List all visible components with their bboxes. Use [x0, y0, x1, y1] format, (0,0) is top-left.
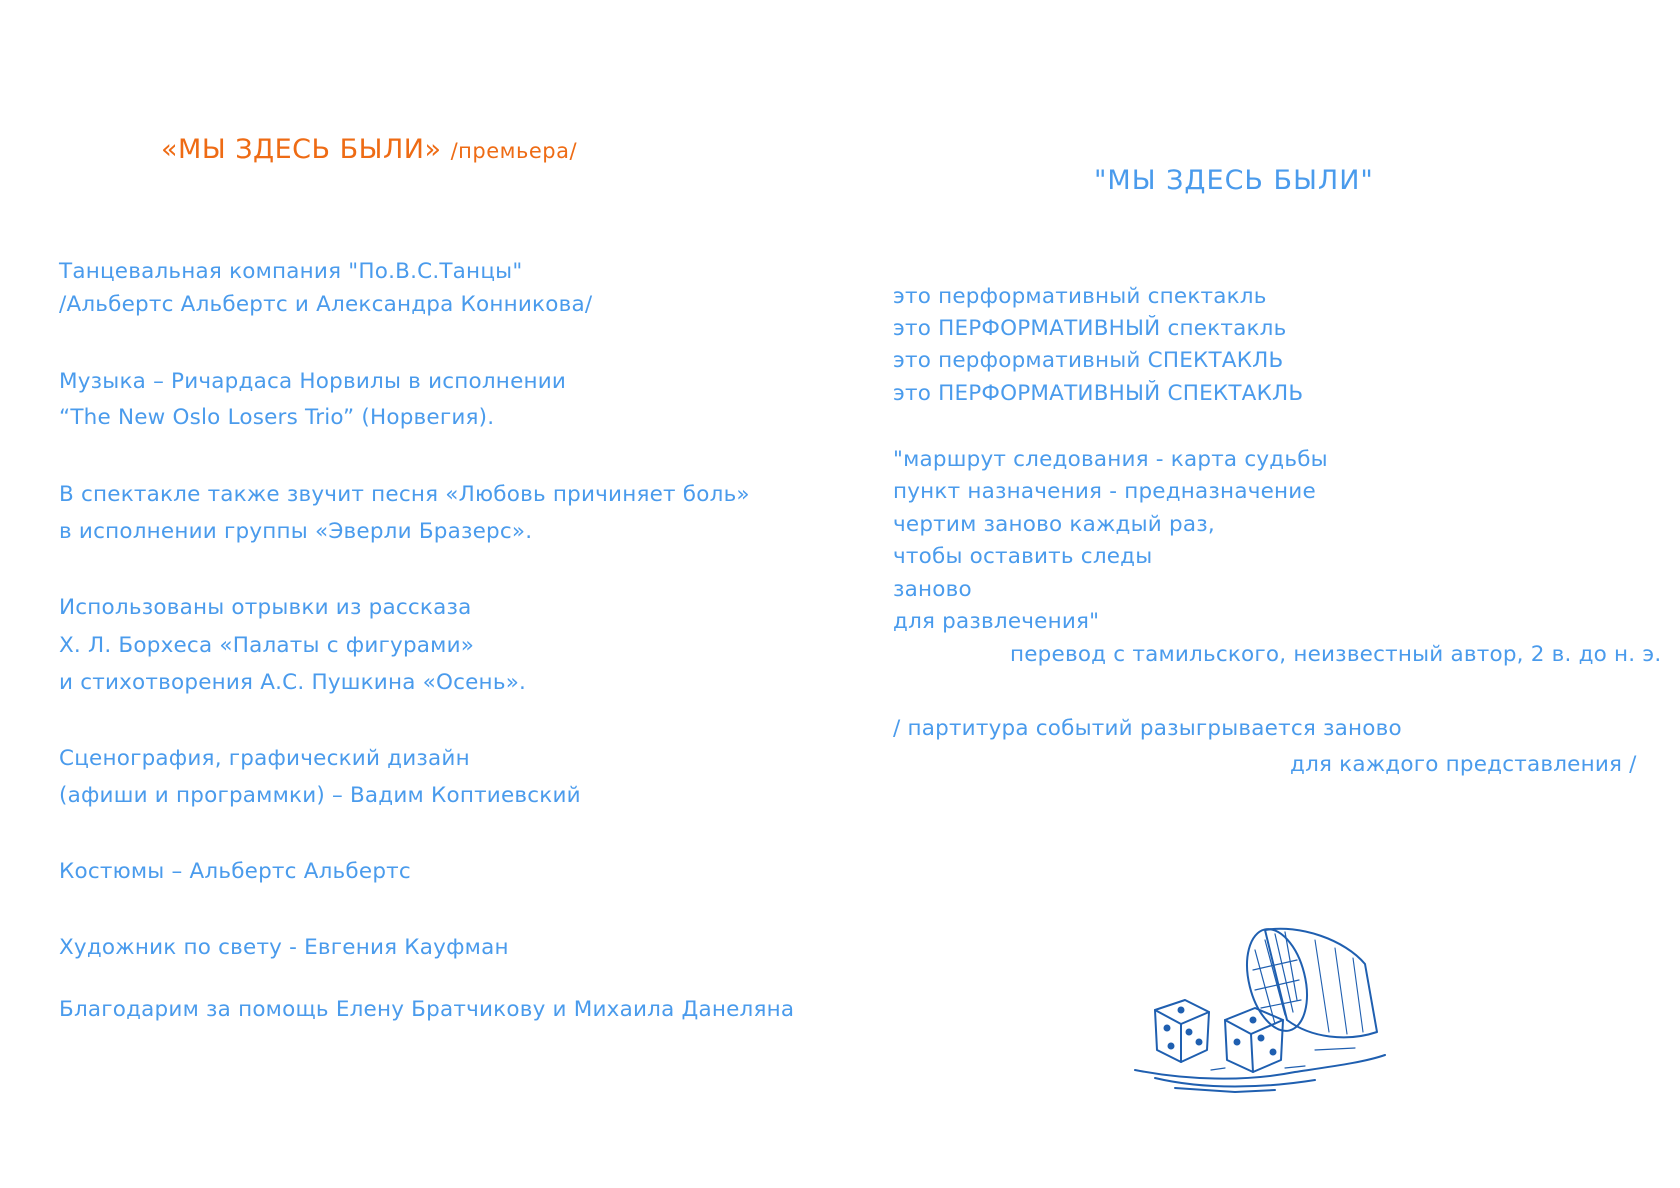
- poem-line: чертим заново каждый раз,: [893, 512, 1215, 537]
- poem-line: "маршрут следования - карта судьбы: [893, 447, 1328, 472]
- left-title: [161, 134, 577, 165]
- credit-line: Сценография, графический дизайн: [59, 746, 470, 771]
- poem-line: / партитура событий разыгрывается заново: [893, 716, 1402, 741]
- credit-line: Х. Л. Борхеса «Палаты с фигурами»: [59, 633, 475, 658]
- credit-line: Танцевальная компания "По.В.С.Танцы": [59, 259, 523, 284]
- dice-cup-icon: [1115, 920, 1405, 1100]
- poem-line: это перформативный спектакль: [893, 284, 1267, 309]
- credit-line: Художник по свету - Евгения Кауфман: [59, 935, 509, 960]
- right-title: "МЫ ЗДЕСЬ БЫЛИ": [1094, 165, 1374, 196]
- credit-line: Музыка – Ричардаса Норвилы в исполнении: [59, 369, 567, 394]
- credit-line: Благодарим за помощь Елену Братчикову и Михаила Данеляна: [59, 997, 795, 1022]
- credit-line: и стихотворения А.С. Пушкина «Осень».: [59, 670, 527, 695]
- credit-line: Использованы отрывки из рассказа: [59, 595, 472, 620]
- poem-line: для каждого представления /: [1290, 752, 1637, 777]
- poem-line: для развлечения": [893, 609, 1100, 634]
- left-title-main: «МЫ ЗДЕСЬ БЫЛИ»: [161, 134, 442, 165]
- poem-line: это перформативный СПЕКТАКЛЬ: [893, 348, 1284, 373]
- poem-line: пункт назначения - предназначение: [893, 479, 1316, 504]
- credit-line: (афиши и программки) – Вадим Коптиевский: [59, 783, 581, 808]
- translation-note: перевод с тамильского, неизвестный автор, 2 в. до н. э.: [1010, 642, 1662, 667]
- credit-line: В спектакле также звучит песня «Любовь причиняет боль»: [59, 482, 750, 507]
- credit-line: /Альбертс Альбертс и Александра Конникова/: [59, 292, 593, 317]
- poem-line: заново: [893, 577, 972, 602]
- credit-line: Костюмы – Альбертс Альбертс: [59, 859, 411, 884]
- left-title-sub: /премьера/: [450, 139, 578, 163]
- credit-line: “The New Oslo Losers Trio” (Норвегия).: [59, 405, 495, 430]
- poem-line: это ПЕРФОРМАТИВНЫЙ СПЕКТАКЛЬ: [893, 381, 1304, 406]
- poem-line: чтобы оставить следы: [893, 544, 1153, 569]
- credit-line: в исполнении группы «Эверли Бразерс».: [59, 519, 533, 544]
- poem-line: это ПЕРФОРМАТИВНЫЙ спектакль: [893, 316, 1287, 341]
